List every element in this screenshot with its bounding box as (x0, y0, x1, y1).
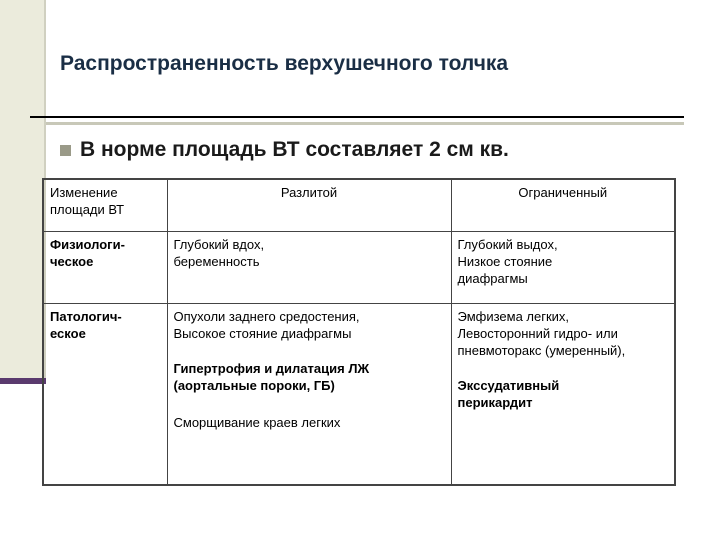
row-label-line: Физиологи- (50, 236, 125, 252)
cell-patho-limited (451, 303, 675, 485)
cell-line: Левосторонний гидро- или (457, 325, 618, 341)
corner-label-line: Изменение (50, 185, 118, 200)
cell-patho-spread (167, 303, 451, 485)
cell-line: беременность (173, 253, 260, 269)
apex-beat-table (42, 178, 676, 486)
title-divider-shadow (46, 122, 684, 125)
cell-line: Глубокий выдох, (457, 236, 558, 252)
slide-title: Распространенность верхушечного толчка (60, 52, 509, 75)
cell-line: Эмфизема легких, (457, 308, 570, 324)
cell-line: Глубокий вдох, (173, 236, 265, 252)
left-decor-bar (0, 0, 46, 380)
bullet-text: В норме площадь ВТ составляет 2 см кв. (80, 138, 509, 161)
cell-physio-limited (451, 231, 675, 303)
corner-label-line: площади ВТ (50, 202, 125, 217)
row-label-pathological (43, 303, 167, 485)
cell-line-bold: Гипертрофия и дилатация ЛЖ (173, 360, 370, 376)
cell-line: Высокое стояние диафрагмы (173, 325, 352, 341)
table-row-physiological (43, 231, 675, 303)
table-header-row (43, 179, 675, 231)
header-limited: Ограниченный (451, 179, 675, 231)
row-label-physiological (43, 231, 167, 303)
cell-line-bold: (аортальные пороки, ГБ) (173, 377, 335, 393)
bullet-point (60, 138, 509, 162)
header-spread: Разлитой (167, 179, 451, 231)
bullet-square-icon (60, 145, 71, 156)
cell-line: пневмоторакс (умеренный), (457, 342, 626, 358)
cell-physio-spread (167, 231, 451, 303)
row-label-line: еское (50, 325, 86, 341)
title-divider (30, 116, 684, 118)
cell-line: Опухоли заднего средостения, (173, 308, 360, 324)
cell-line-bold: Экссудативный (457, 377, 560, 393)
row-label-line: ческое (50, 253, 94, 269)
header-corner-cell (43, 179, 167, 231)
cell-line-bold: перикардит (457, 394, 533, 410)
left-decor-accent (0, 378, 46, 384)
cell-line: Сморщивание краев легких (173, 414, 341, 430)
cell-line: Низкое стояние (457, 253, 553, 269)
row-label-line: Патологич- (50, 308, 122, 324)
table-row-pathological (43, 303, 675, 485)
cell-line: диафрагмы (457, 270, 528, 286)
